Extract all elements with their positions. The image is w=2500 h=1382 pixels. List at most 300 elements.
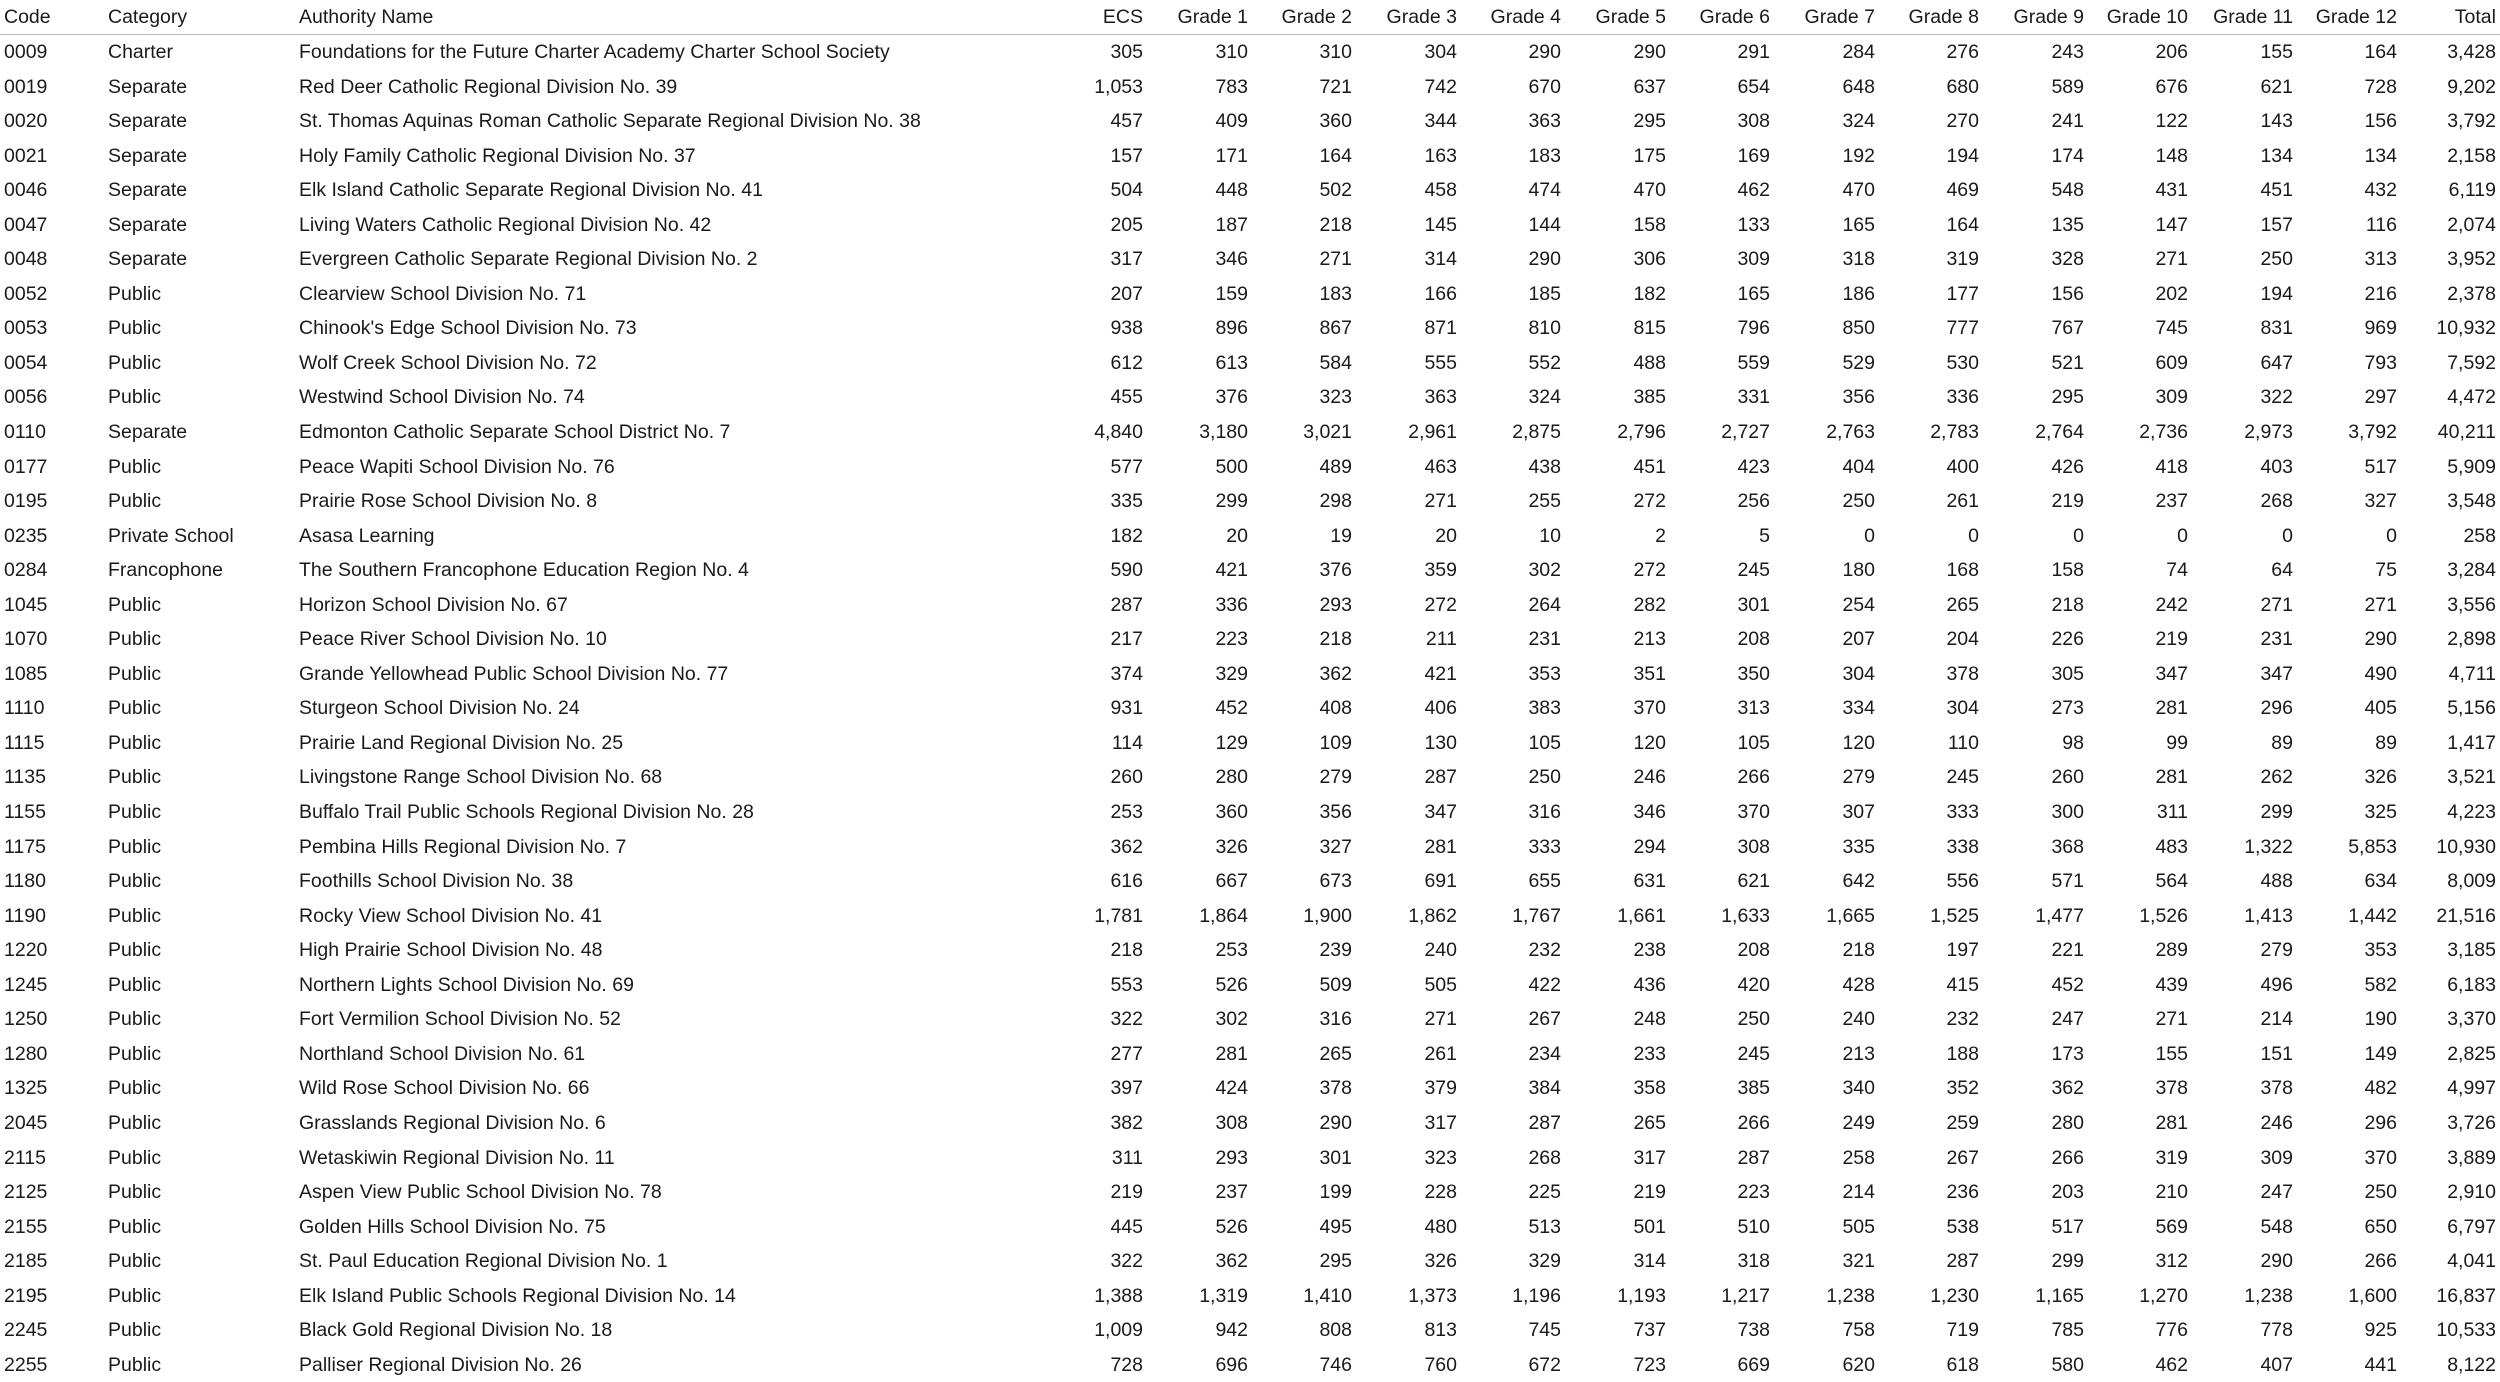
cell-ecs: 728 — [1060, 1348, 1143, 1382]
cell-grade-11: 143 — [2188, 104, 2293, 139]
cell-grade-7: 165 — [1770, 208, 1875, 243]
cell-total: 10,533 — [2397, 1313, 2500, 1348]
cell-grade-9: 226 — [1979, 622, 2084, 657]
cell-grade-3: 130 — [1352, 726, 1457, 761]
cell-authority-name: Holy Family Catholic Regional Division No. 37 — [299, 139, 1060, 174]
cell-grade-4: 234 — [1457, 1037, 1561, 1072]
cell-code: 2195 — [0, 1279, 108, 1314]
cell-grade-10: 202 — [2084, 277, 2188, 312]
cell-grade-4: 10 — [1457, 519, 1561, 554]
table-row — [0, 830, 2500, 865]
cell-grade-10: 219 — [2084, 622, 2188, 657]
cell-total: 6,797 — [2397, 1210, 2500, 1245]
cell-grade-11: 246 — [2188, 1106, 2293, 1141]
cell-grade-10: 155 — [2084, 1037, 2188, 1072]
cell-grade-6: 301 — [1666, 588, 1770, 623]
cell-grade-7: 470 — [1770, 173, 1875, 208]
cell-grade-2: 164 — [1248, 139, 1352, 174]
cell-grade-12: 116 — [2293, 208, 2397, 243]
cell-grade-9: 517 — [1979, 1210, 2084, 1245]
cell-grade-4: 329 — [1457, 1244, 1561, 1279]
cell-grade-11: 151 — [2188, 1037, 2293, 1072]
cell-grade-11: 1,238 — [2188, 1279, 2293, 1314]
cell-grade-7: 758 — [1770, 1313, 1875, 1348]
cell-grade-11: 378 — [2188, 1071, 2293, 1106]
cell-grade-4: 183 — [1457, 139, 1561, 174]
cell-grade-10: 289 — [2084, 933, 2188, 968]
cell-grade-3: 344 — [1352, 104, 1457, 139]
cell-grade-5: 631 — [1561, 864, 1666, 899]
cell-grade-7: 0 — [1770, 519, 1875, 554]
cell-grade-10: 2,736 — [2084, 415, 2188, 450]
cell-grade-8: 267 — [1875, 1141, 1979, 1176]
cell-category: Public — [108, 311, 299, 346]
cell-grade-5: 219 — [1561, 1175, 1666, 1210]
cell-authority-name: Edmonton Catholic Separate School District No. 7 — [299, 415, 1060, 450]
cell-total: 2,074 — [2397, 208, 2500, 243]
cell-grade-11: 778 — [2188, 1313, 2293, 1348]
cell-grade-2: 808 — [1248, 1313, 1352, 1348]
cell-grade-12: 490 — [2293, 657, 2397, 692]
cell-grade-5: 488 — [1561, 346, 1666, 381]
column-header-grade-3: Grade 3 — [1352, 0, 1457, 35]
cell-grade-1: 223 — [1143, 622, 1248, 657]
cell-grade-1: 129 — [1143, 726, 1248, 761]
cell-grade-7: 214 — [1770, 1175, 1875, 1210]
cell-authority-name: High Prairie School Division No. 48 — [299, 933, 1060, 968]
cell-grade-3: 145 — [1352, 208, 1457, 243]
cell-grade-8: 270 — [1875, 104, 1979, 139]
cell-grade-2: 239 — [1248, 933, 1352, 968]
cell-grade-4: 267 — [1457, 1002, 1561, 1037]
cell-grade-12: 969 — [2293, 311, 2397, 346]
cell-code: 0009 — [0, 35, 108, 70]
cell-grade-6: 462 — [1666, 173, 1770, 208]
cell-grade-3: 326 — [1352, 1244, 1457, 1279]
cell-grade-10: 745 — [2084, 311, 2188, 346]
cell-grade-4: 264 — [1457, 588, 1561, 623]
cell-code: 2045 — [0, 1106, 108, 1141]
cell-grade-1: 302 — [1143, 1002, 1248, 1037]
cell-ecs: 182 — [1060, 519, 1143, 554]
cell-grade-3: 314 — [1352, 242, 1457, 277]
cell-grade-10: 147 — [2084, 208, 2188, 243]
cell-ecs: 1,388 — [1060, 1279, 1143, 1314]
cell-code: 1175 — [0, 830, 108, 865]
cell-authority-name: The Southern Francophone Education Region No. 4 — [299, 553, 1060, 588]
cell-grade-2: 279 — [1248, 760, 1352, 795]
cell-ecs: 317 — [1060, 242, 1143, 277]
cell-grade-7: 335 — [1770, 830, 1875, 865]
cell-grade-12: 3,792 — [2293, 415, 2397, 450]
cell-grade-2: 489 — [1248, 450, 1352, 485]
cell-grade-8: 333 — [1875, 795, 1979, 830]
table-row — [0, 104, 2500, 139]
cell-grade-12: 1,442 — [2293, 899, 2397, 934]
cell-grade-2: 19 — [1248, 519, 1352, 554]
cell-grade-9: 300 — [1979, 795, 2084, 830]
cell-authority-name: Westwind School Division No. 74 — [299, 380, 1060, 415]
cell-grade-7: 250 — [1770, 484, 1875, 519]
cell-grade-3: 317 — [1352, 1106, 1457, 1141]
cell-grade-5: 294 — [1561, 830, 1666, 865]
cell-grade-12: 190 — [2293, 1002, 2397, 1037]
cell-grade-6: 420 — [1666, 968, 1770, 1003]
cell-grade-12: 216 — [2293, 277, 2397, 312]
cell-authority-name: Fort Vermilion School Division No. 52 — [299, 1002, 1060, 1037]
cell-grade-7: 180 — [1770, 553, 1875, 588]
cell-grade-6: 256 — [1666, 484, 1770, 519]
cell-grade-2: 495 — [1248, 1210, 1352, 1245]
cell-total: 6,119 — [2397, 173, 2500, 208]
cell-ecs: 362 — [1060, 830, 1143, 865]
cell-grade-8: 110 — [1875, 726, 1979, 761]
cell-ecs: 445 — [1060, 1210, 1143, 1245]
cell-grade-2: 183 — [1248, 277, 1352, 312]
cell-category: Public — [108, 1141, 299, 1176]
cell-grade-1: 1,319 — [1143, 1279, 1248, 1314]
table-row — [0, 277, 2500, 312]
cell-code: 0046 — [0, 173, 108, 208]
cell-category: Public — [108, 726, 299, 761]
cell-grade-6: 385 — [1666, 1071, 1770, 1106]
cell-category: Public — [108, 1106, 299, 1141]
cell-grade-7: 334 — [1770, 691, 1875, 726]
cell-code: 0019 — [0, 70, 108, 105]
cell-grade-8: 194 — [1875, 139, 1979, 174]
cell-authority-name: Asasa Learning — [299, 519, 1060, 554]
cell-category: Public — [108, 933, 299, 968]
cell-code: 1280 — [0, 1037, 108, 1072]
table-row — [0, 1210, 2500, 1245]
cell-grade-6: 510 — [1666, 1210, 1770, 1245]
cell-total: 4,472 — [2397, 380, 2500, 415]
cell-grade-4: 745 — [1457, 1313, 1561, 1348]
cell-grade-8: 469 — [1875, 173, 1979, 208]
cell-grade-2: 502 — [1248, 173, 1352, 208]
cell-grade-4: 232 — [1457, 933, 1561, 968]
cell-grade-12: 290 — [2293, 622, 2397, 657]
cell-total: 8,009 — [2397, 864, 2500, 899]
cell-authority-name: Wetaskiwin Regional Division No. 11 — [299, 1141, 1060, 1176]
cell-grade-6: 287 — [1666, 1141, 1770, 1176]
cell-grade-3: 272 — [1352, 588, 1457, 623]
cell-total: 3,185 — [2397, 933, 2500, 968]
cell-grade-6: 1,633 — [1666, 899, 1770, 934]
cell-ecs: 612 — [1060, 346, 1143, 381]
cell-grade-6: 621 — [1666, 864, 1770, 899]
cell-authority-name: Elk Island Catholic Separate Regional Division No. 41 — [299, 173, 1060, 208]
cell-grade-4: 1,196 — [1457, 1279, 1561, 1314]
cell-grade-12: 1,600 — [2293, 1279, 2397, 1314]
table-row — [0, 691, 2500, 726]
table-row — [0, 208, 2500, 243]
cell-grade-10: 676 — [2084, 70, 2188, 105]
cell-grade-8: 287 — [1875, 1244, 1979, 1279]
cell-grade-7: 1,238 — [1770, 1279, 1875, 1314]
cell-grade-4: 290 — [1457, 242, 1561, 277]
cell-category: Public — [108, 1175, 299, 1210]
cell-grade-8: 777 — [1875, 311, 1979, 346]
cell-grade-7: 279 — [1770, 760, 1875, 795]
cell-grade-9: 362 — [1979, 1071, 2084, 1106]
cell-authority-name: Sturgeon School Division No. 24 — [299, 691, 1060, 726]
table-row — [0, 415, 2500, 450]
cell-grade-10: 609 — [2084, 346, 2188, 381]
table-row — [0, 553, 2500, 588]
cell-grade-3: 421 — [1352, 657, 1457, 692]
cell-grade-12: 164 — [2293, 35, 2397, 70]
cell-grade-3: 271 — [1352, 1002, 1457, 1037]
cell-total: 40,211 — [2397, 415, 2500, 450]
cell-grade-9: 260 — [1979, 760, 2084, 795]
cell-code: 1325 — [0, 1071, 108, 1106]
table-row — [0, 795, 2500, 830]
cell-grade-11: 296 — [2188, 691, 2293, 726]
cell-grade-3: 2,961 — [1352, 415, 1457, 450]
cell-grade-8: 0 — [1875, 519, 1979, 554]
cell-grade-12: 353 — [2293, 933, 2397, 968]
cell-ecs: 382 — [1060, 1106, 1143, 1141]
cell-grade-3: 871 — [1352, 311, 1457, 346]
table-header-row — [0, 0, 2500, 35]
cell-grade-10: 74 — [2084, 553, 2188, 588]
cell-grade-9: 785 — [1979, 1313, 2084, 1348]
cell-total: 2,158 — [2397, 139, 2500, 174]
cell-grade-4: 144 — [1457, 208, 1561, 243]
cell-grade-6: 331 — [1666, 380, 1770, 415]
cell-total: 10,930 — [2397, 830, 2500, 865]
cell-category: Public — [108, 1210, 299, 1245]
cell-grade-5: 238 — [1561, 933, 1666, 968]
cell-grade-6: 208 — [1666, 933, 1770, 968]
cell-ecs: 219 — [1060, 1175, 1143, 1210]
cell-ecs: 938 — [1060, 311, 1143, 346]
cell-grade-12: 5,853 — [2293, 830, 2397, 865]
cell-grade-4: 513 — [1457, 1210, 1561, 1245]
cell-grade-6: 559 — [1666, 346, 1770, 381]
cell-grade-5: 290 — [1561, 35, 1666, 70]
cell-category: Public — [108, 795, 299, 830]
cell-authority-name: Golden Hills School Division No. 75 — [299, 1210, 1060, 1245]
cell-category: Francophone — [108, 553, 299, 588]
column-header-code: Code — [0, 0, 108, 35]
cell-grade-3: 813 — [1352, 1313, 1457, 1348]
cell-grade-8: 276 — [1875, 35, 1979, 70]
cell-grade-1: 293 — [1143, 1141, 1248, 1176]
cell-grade-2: 218 — [1248, 622, 1352, 657]
cell-grade-7: 648 — [1770, 70, 1875, 105]
cell-grade-9: 299 — [1979, 1244, 2084, 1279]
cell-category: Public — [108, 450, 299, 485]
cell-grade-7: 324 — [1770, 104, 1875, 139]
cell-ecs: 457 — [1060, 104, 1143, 139]
cell-grade-11: 621 — [2188, 70, 2293, 105]
cell-grade-3: 347 — [1352, 795, 1457, 830]
cell-grade-7: 642 — [1770, 864, 1875, 899]
cell-grade-12: 296 — [2293, 1106, 2397, 1141]
cell-grade-8: 538 — [1875, 1210, 1979, 1245]
cell-grade-5: 351 — [1561, 657, 1666, 692]
cell-grade-12: 327 — [2293, 484, 2397, 519]
cell-grade-9: 580 — [1979, 1348, 2084, 1382]
cell-grade-7: 356 — [1770, 380, 1875, 415]
column-header-grade-7: Grade 7 — [1770, 0, 1875, 35]
cell-grade-1: 326 — [1143, 830, 1248, 865]
cell-grade-2: 310 — [1248, 35, 1352, 70]
cell-grade-6: 165 — [1666, 277, 1770, 312]
cell-grade-12: 793 — [2293, 346, 2397, 381]
cell-grade-8: 618 — [1875, 1348, 1979, 1382]
cell-grade-8: 556 — [1875, 864, 1979, 899]
cell-category: Public — [108, 1348, 299, 1382]
cell-grade-12: 75 — [2293, 553, 2397, 588]
cell-grade-1: 942 — [1143, 1313, 1248, 1348]
cell-category: Public — [108, 691, 299, 726]
cell-grade-1: 237 — [1143, 1175, 1248, 1210]
cell-grade-12: 517 — [2293, 450, 2397, 485]
cell-category: Public — [108, 899, 299, 934]
cell-code: 1135 — [0, 760, 108, 795]
cell-category: Public — [108, 277, 299, 312]
cell-grade-4: 316 — [1457, 795, 1561, 830]
cell-authority-name: Foothills School Division No. 38 — [299, 864, 1060, 899]
cell-grade-10: 1,270 — [2084, 1279, 2188, 1314]
cell-category: Public — [108, 1002, 299, 1037]
cell-code: 0235 — [0, 519, 108, 554]
cell-grade-4: 422 — [1457, 968, 1561, 1003]
cell-grade-2: 1,410 — [1248, 1279, 1352, 1314]
cell-grade-7: 340 — [1770, 1071, 1875, 1106]
cell-grade-10: 1,526 — [2084, 899, 2188, 934]
cell-grade-5: 370 — [1561, 691, 1666, 726]
cell-authority-name: St. Paul Education Regional Division No. 1 — [299, 1244, 1060, 1279]
cell-grade-12: 370 — [2293, 1141, 2397, 1176]
cell-grade-11: 214 — [2188, 1002, 2293, 1037]
cell-grade-7: 304 — [1770, 657, 1875, 692]
table-row — [0, 173, 2500, 208]
cell-grade-12: 250 — [2293, 1175, 2397, 1210]
cell-grade-10: 378 — [2084, 1071, 2188, 1106]
cell-grade-5: 314 — [1561, 1244, 1666, 1279]
cell-category: Public — [108, 830, 299, 865]
cell-grade-7: 307 — [1770, 795, 1875, 830]
cell-total: 8,122 — [2397, 1348, 2500, 1382]
cell-ecs: 455 — [1060, 380, 1143, 415]
cell-grade-5: 272 — [1561, 484, 1666, 519]
cell-grade-7: 254 — [1770, 588, 1875, 623]
cell-total: 10,932 — [2397, 311, 2500, 346]
cell-category: Public — [108, 968, 299, 1003]
cell-grade-6: 250 — [1666, 1002, 1770, 1037]
cell-grade-10: 312 — [2084, 1244, 2188, 1279]
cell-authority-name: Livingstone Range School Division No. 68 — [299, 760, 1060, 795]
cell-grade-4: 2,875 — [1457, 415, 1561, 450]
cell-grade-5: 737 — [1561, 1313, 1666, 1348]
cell-grade-5: 815 — [1561, 311, 1666, 346]
table-row — [0, 657, 2500, 692]
cell-grade-1: 362 — [1143, 1244, 1248, 1279]
cell-total: 4,711 — [2397, 657, 2500, 692]
cell-grade-12: 728 — [2293, 70, 2397, 105]
cell-authority-name: Aspen View Public School Division No. 78 — [299, 1175, 1060, 1210]
cell-total: 3,548 — [2397, 484, 2500, 519]
cell-grade-3: 228 — [1352, 1175, 1457, 1210]
cell-grade-12: 925 — [2293, 1313, 2397, 1348]
cell-code: 1180 — [0, 864, 108, 899]
cell-grade-6: 291 — [1666, 35, 1770, 70]
cell-total: 1,417 — [2397, 726, 2500, 761]
cell-grade-9: 280 — [1979, 1106, 2084, 1141]
cell-grade-3: 304 — [1352, 35, 1457, 70]
cell-grade-9: 158 — [1979, 553, 2084, 588]
cell-ecs: 311 — [1060, 1141, 1143, 1176]
cell-grade-9: 218 — [1979, 588, 2084, 623]
cell-grade-9: 571 — [1979, 864, 2084, 899]
cell-ecs: 322 — [1060, 1244, 1143, 1279]
cell-grade-9: 243 — [1979, 35, 2084, 70]
cell-category: Separate — [108, 70, 299, 105]
cell-authority-name: Grasslands Regional Division No. 6 — [299, 1106, 1060, 1141]
cell-grade-2: 746 — [1248, 1348, 1352, 1382]
cell-total: 2,898 — [2397, 622, 2500, 657]
cell-grade-4: 383 — [1457, 691, 1561, 726]
cell-grade-7: 620 — [1770, 1348, 1875, 1382]
cell-grade-3: 463 — [1352, 450, 1457, 485]
table-row — [0, 70, 2500, 105]
cell-total: 3,370 — [2397, 1002, 2500, 1037]
cell-grade-3: 359 — [1352, 553, 1457, 588]
cell-grade-8: 245 — [1875, 760, 1979, 795]
cell-grade-8: 530 — [1875, 346, 1979, 381]
cell-grade-5: 120 — [1561, 726, 1666, 761]
cell-category: Separate — [108, 173, 299, 208]
cell-grade-5: 470 — [1561, 173, 1666, 208]
cell-category: Private School — [108, 519, 299, 554]
cell-grade-9: 368 — [1979, 830, 2084, 865]
cell-grade-11: 299 — [2188, 795, 2293, 830]
cell-grade-1: 329 — [1143, 657, 1248, 692]
cell-grade-8: 168 — [1875, 553, 1979, 588]
cell-grade-5: 246 — [1561, 760, 1666, 795]
cell-ecs: 577 — [1060, 450, 1143, 485]
cell-grade-1: 281 — [1143, 1037, 1248, 1072]
cell-grade-6: 370 — [1666, 795, 1770, 830]
table-row — [0, 484, 2500, 519]
column-header-grade-8: Grade 8 — [1875, 0, 1979, 35]
cell-ecs: 260 — [1060, 760, 1143, 795]
cell-grade-10: 431 — [2084, 173, 2188, 208]
cell-grade-4: 185 — [1457, 277, 1561, 312]
cell-category: Separate — [108, 139, 299, 174]
cell-grade-2: 1,900 — [1248, 899, 1352, 934]
cell-grade-2: 408 — [1248, 691, 1352, 726]
cell-grade-6: 169 — [1666, 139, 1770, 174]
cell-authority-name: Northern Lights School Division No. 69 — [299, 968, 1060, 1003]
cell-grade-1: 253 — [1143, 933, 1248, 968]
cell-grade-8: 719 — [1875, 1313, 1979, 1348]
cell-category: Public — [108, 484, 299, 519]
cell-grade-3: 742 — [1352, 70, 1457, 105]
cell-grade-4: 290 — [1457, 35, 1561, 70]
cell-grade-11: 64 — [2188, 553, 2293, 588]
cell-grade-10: 564 — [2084, 864, 2188, 899]
cell-grade-8: 204 — [1875, 622, 1979, 657]
cell-grade-7: 240 — [1770, 1002, 1875, 1037]
cell-grade-5: 282 — [1561, 588, 1666, 623]
table-row — [0, 346, 2500, 381]
cell-grade-7: 850 — [1770, 311, 1875, 346]
